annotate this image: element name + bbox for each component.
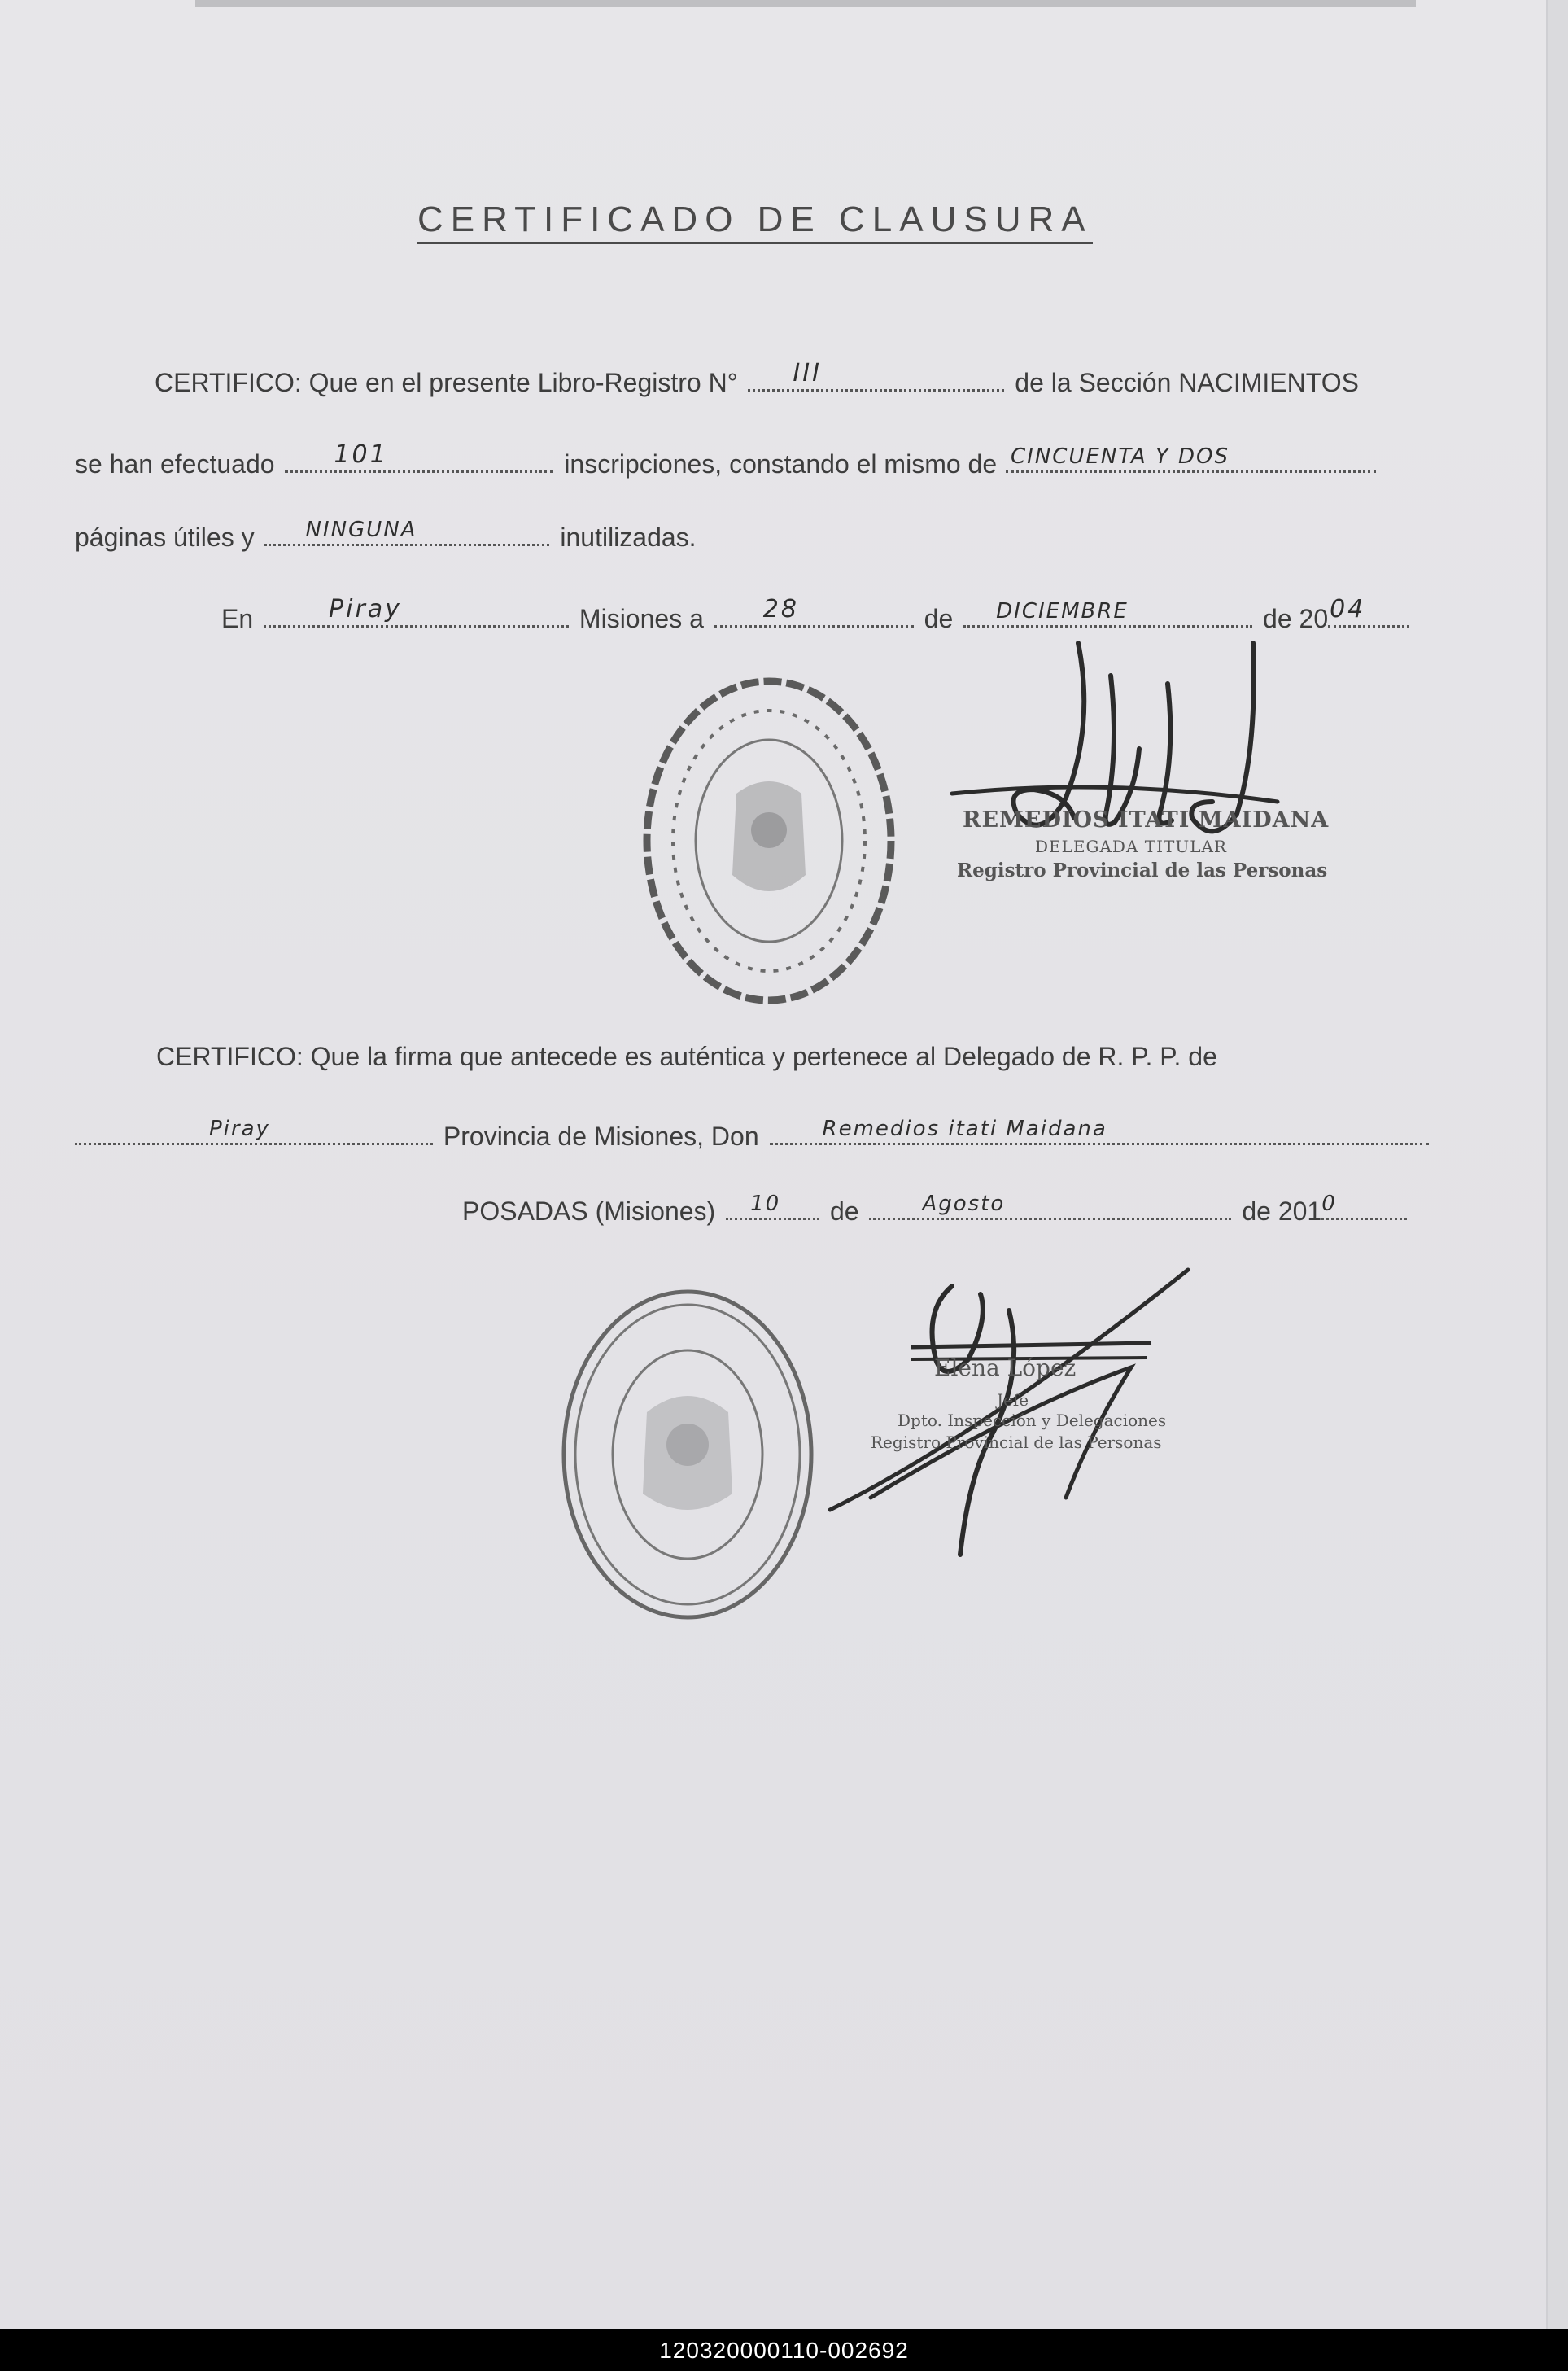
signature-1-role: DELEGADA TITULAR (1035, 837, 1227, 856)
line3-suffix: inutilizadas. (560, 523, 697, 552)
anio2-field (1321, 1192, 1407, 1220)
section1-line1 (155, 359, 1359, 398)
section1-line2 (75, 440, 1379, 479)
lugar2-field (75, 1117, 433, 1145)
lugar2: Piray (209, 1117, 270, 1141)
signature-2-name: Elena López (934, 1354, 1077, 1381)
line1-suffix: de la Sección NACIMIENTOS (1015, 368, 1359, 397)
section2-line2 (75, 1117, 1432, 1152)
line1-prefix: CERTIFICO: Que en el presente Libro-Registro N° (155, 368, 738, 397)
dia-field (714, 595, 914, 628)
lugar-field (264, 595, 569, 628)
paginas-inutilizadas: NINGUNA (305, 518, 417, 542)
mes2-field (869, 1192, 1231, 1220)
signature-1-office: Registro Provincial de las Personas (957, 860, 1328, 881)
line2-middle: inscripciones, constando el mismo de (564, 449, 998, 479)
line3-de-2: de (829, 1196, 859, 1226)
line3-prefix-2: POSADAS (Misiones) (462, 1196, 716, 1226)
section2-line3 (462, 1192, 1410, 1227)
paginas-utiles-field (1006, 444, 1376, 473)
anio: 04 (1330, 595, 1366, 623)
libro-numero: III (793, 359, 822, 387)
inscripciones-field (285, 440, 553, 473)
signature-2-dept: Dpto. Inspección y Delegaciones (898, 1411, 1167, 1430)
anio-field (1328, 595, 1409, 628)
signature-2-office: Registro Provincial de las Personas (871, 1433, 1162, 1452)
signature-1-name: REMEDIOS ITATI MAIDANA (963, 807, 1330, 833)
page-right-edge (1546, 0, 1568, 2329)
lugar: Piray (329, 595, 402, 623)
line4-misiones: Misiones a (579, 604, 704, 633)
dia: 28 (762, 595, 799, 623)
inscripciones-numero: 101 (334, 440, 388, 469)
line3-de-anio-2: de 201 (1242, 1196, 1322, 1226)
official-seal-2-icon (553, 1282, 822, 1632)
line4-de-anio: de 20 (1263, 604, 1329, 633)
line2-middle-2: Provincia de Misiones, Don (443, 1122, 759, 1151)
paginas-utiles: CINCUENTA Y DOS (1011, 444, 1230, 469)
anio2: 0 (1321, 1192, 1337, 1216)
footer-code: 120320000110-002692 (659, 2337, 909, 2363)
mes2: Agosto (922, 1192, 1006, 1216)
mes-field (963, 599, 1252, 628)
dia2: 10 (750, 1192, 781, 1216)
signature-2-role: Jefe (997, 1390, 1029, 1410)
top-edge (195, 0, 1416, 7)
line2-prefix: se han efectuado (75, 449, 275, 479)
line3-prefix: páginas útiles y (75, 523, 255, 552)
delegado: Remedios itati Maidana (822, 1117, 1107, 1141)
delegado-field (770, 1117, 1429, 1145)
document-title: CERTIFICADO DE CLAUSURA (417, 199, 1093, 244)
dia2-field (726, 1192, 819, 1220)
libro-numero-field (748, 359, 1004, 392)
footer-strip (0, 2329, 1568, 2371)
paginas-inutilizadas-field (264, 518, 549, 546)
section2-line1: CERTIFICO: Que la firma que antecede es auténtica y pertenece al Delegado de R. P. P. de (156, 1042, 1217, 1071)
line4-de: de (924, 604, 954, 633)
section1-line3 (75, 518, 697, 553)
mes: DICIEMBRE (996, 599, 1129, 623)
line4-en: En (221, 604, 254, 633)
official-seal-1-icon (635, 671, 907, 1013)
